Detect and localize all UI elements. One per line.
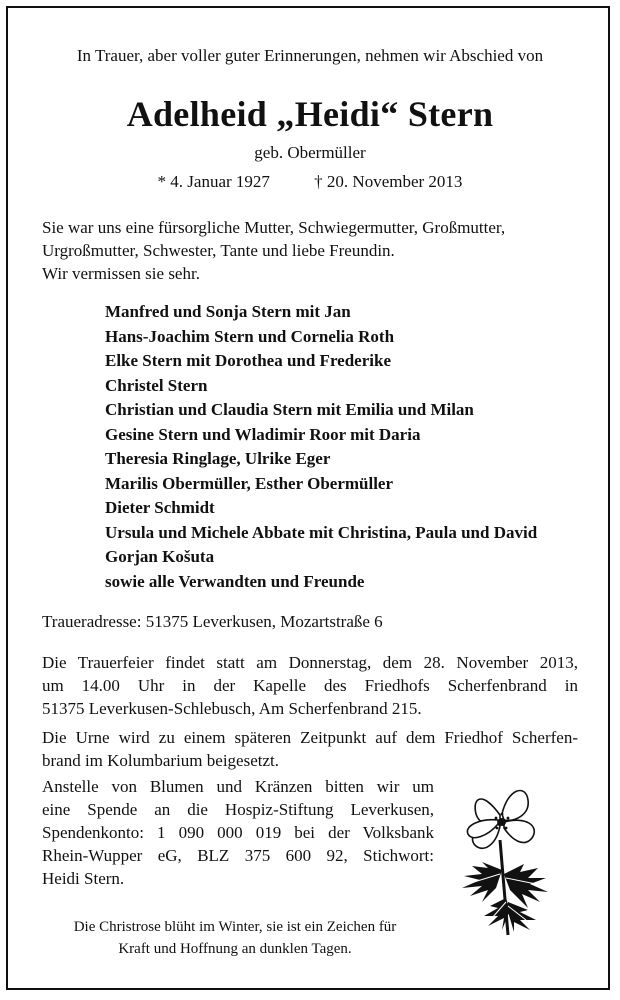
family-member: sowie alle Verwandten und Freunde bbox=[105, 571, 365, 591]
family-member: Hans-Joachim Stern und Cornelia Roth bbox=[105, 326, 395, 346]
family-member: Ursula und Michele Abbate mit Christina, Paula und David bbox=[105, 522, 538, 542]
urn-line: Die Urne wird zu einem späteren Zeitpunkt auf dem Friedhof Scherfen- bbox=[42, 728, 578, 747]
urn-line: brand im Kolumbarium beigesetzt. bbox=[42, 751, 279, 770]
family-member: Christian und Claudia Stern mit Emilia und Milan bbox=[105, 400, 474, 419]
family-member: Theresia Ringlage, Ulrike Eger bbox=[105, 449, 331, 468]
deceased-name: Adelheid „Heidi“ Stern bbox=[126, 94, 494, 134]
closing-line: Die Christrose blüht im Winter, sie ist ein Zeichen für bbox=[73, 919, 397, 935]
donation-line: Rhein-Wupper eG, BLZ 375 600 92, Stichwort: bbox=[42, 846, 434, 865]
family-member: Gorjan Košuta bbox=[105, 547, 215, 566]
family-member: Christel Stern bbox=[105, 375, 208, 395]
tribute-line: Wir vermissen sie sehr. bbox=[42, 264, 200, 283]
family-list bbox=[105, 300, 537, 594]
tribute-line: Sie war uns eine fürsorgliche Mutter, Schwiegermutter, Großmutter, bbox=[42, 218, 506, 237]
ceremony-line: Die Trauerfeier findet statt am Donnerstag, dem 28. November 2013, bbox=[42, 653, 578, 672]
birth-date: * 4. Januar 1927 bbox=[157, 172, 270, 191]
tribute-line: Urgroßmutter, Schwester, Tante und liebe Freundin. bbox=[42, 241, 395, 260]
family-member: Gesine Stern und Wladimir Roor mit Daria bbox=[105, 424, 421, 444]
donation-line: eine Spende an die Hospiz-Stiftung Leverkusen, bbox=[42, 800, 434, 819]
birth-name: geb. Obermüller bbox=[254, 143, 366, 162]
donation-line: Anstelle von Blumen und Kränzen bitten wir um bbox=[42, 777, 434, 796]
ceremony-text bbox=[42, 651, 578, 720]
family-member: Elke Stern mit Dorothea und Frederike bbox=[105, 351, 391, 370]
mourning-address: Traueradresse: 51375 Leverkusen, Mozartstraße 6 bbox=[42, 612, 383, 631]
family-member: Manfred und Sonja Stern mit Jan bbox=[105, 302, 351, 321]
christmas-rose-icon bbox=[442, 770, 562, 940]
urn-text bbox=[42, 726, 578, 772]
donation-line: Heidi Stern. bbox=[42, 869, 125, 888]
closing-line: Kraft und Hoffnung an dunklen Tagen. bbox=[118, 941, 352, 957]
life-dates bbox=[0, 172, 620, 192]
ceremony-line: um 14.00 Uhr in der Kapelle des Friedhofs Scherfenbrand in bbox=[42, 676, 578, 695]
ceremony-line: 51375 Leverkusen-Schlebusch, Am Scherfenbrand 215. bbox=[42, 699, 422, 718]
family-member: Marilis Obermüller, Esther Obermüller bbox=[105, 473, 394, 493]
closing-text bbox=[30, 916, 440, 960]
tribute-text bbox=[42, 216, 578, 285]
intro-text: In Trauer, aber voller guter Erinnerungen, nehmen wir Abschied von bbox=[76, 46, 544, 65]
family-member: Dieter Schmidt bbox=[105, 498, 215, 517]
death-date: † 20. November 2013 bbox=[314, 172, 463, 191]
donation-text bbox=[42, 775, 434, 890]
donation-line: Spendenkonto: 1 090 000 019 bei der Volksbank bbox=[42, 823, 434, 842]
